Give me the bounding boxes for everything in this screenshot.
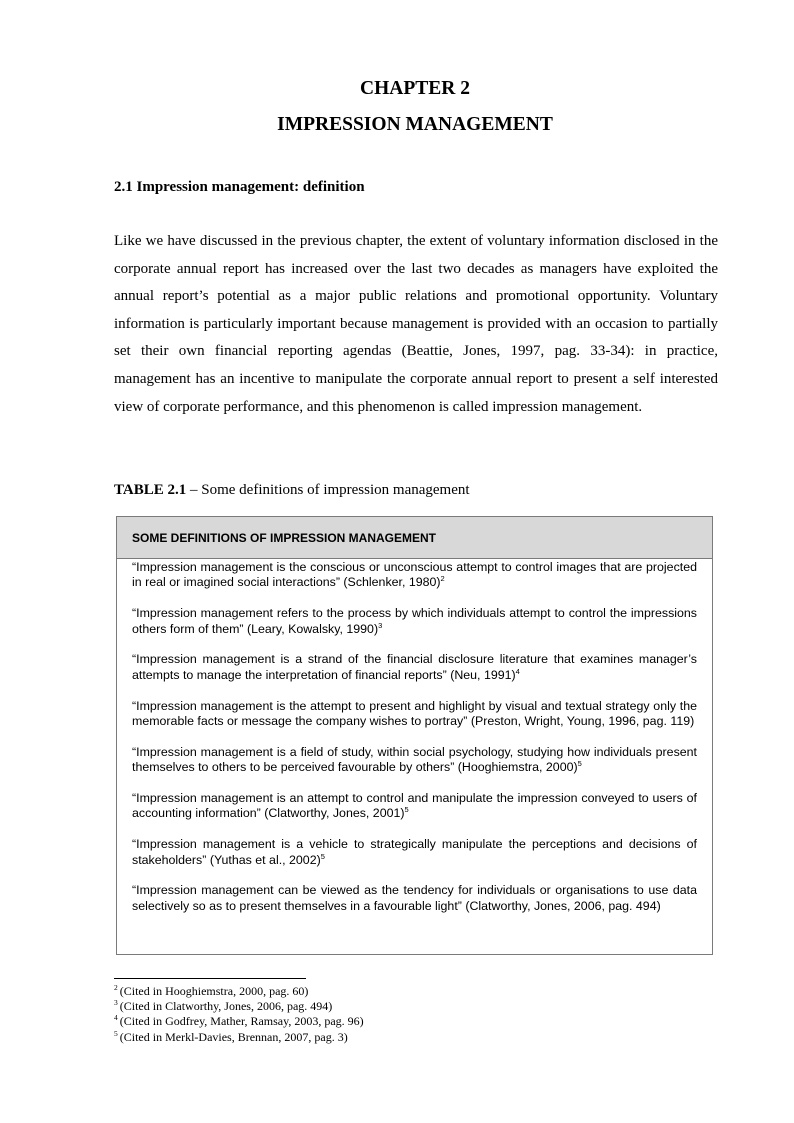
- footnote-number: 3: [114, 998, 118, 1008]
- footnotes: [114, 984, 364, 1045]
- footnote-text: (Cited in Godfrey, Mather, Ramsay, 2003, pag. 96): [119, 1014, 364, 1029]
- definition-text: “Impression management is a strand of the financial disclosure literature that examines manager’s attempts to manage the interpretation of financial reports” (Neu, 1991): [132, 652, 697, 682]
- footnote-divider: [114, 978, 306, 979]
- definition-text: “Impression management is a vehicle to strategically manipulate the perceptions and decisions of stakeholders” (Yuthas et al., 2002): [132, 837, 697, 867]
- footnote-ref: 5: [577, 759, 582, 769]
- table-caption: [114, 480, 470, 500]
- definition-item: [132, 791, 697, 822]
- footnote: [114, 984, 364, 999]
- definition-text: “Impression management refers to the process by which individuals attempt to control the impressions others form of them” (Leary, Kowalsky, 1990): [132, 606, 697, 636]
- footnote-ref: 3: [378, 620, 383, 630]
- footnote: [114, 1030, 364, 1045]
- footnote: [114, 999, 364, 1014]
- chapter-title: IMPRESSION MANAGEMENT: [277, 114, 553, 135]
- definition-item: [132, 837, 697, 868]
- section-heading: 2.1 Impression management: definition: [114, 179, 365, 195]
- footnote-ref: 5: [320, 851, 325, 861]
- footnote-number: 4: [114, 1013, 118, 1023]
- chapter-number: CHAPTER 2: [360, 78, 470, 99]
- footnote-ref: 5: [404, 805, 409, 815]
- table-caption-text: – Some definitions of impression management: [186, 482, 470, 498]
- definition-text: “Impression management is an attempt to control and manipulate the impression conveyed to users of accounting information” (Clatworthy, Jones, 2001): [132, 791, 697, 821]
- footnote: [114, 1014, 364, 1029]
- definition-item: [132, 745, 697, 776]
- body-paragraph: Like we have discussed in the previous chapter, the extent of voluntary information disclosed in the corporate annual report has increased over the last two decades as managers have exploited the annual report’s potential as a major public relations and promotional opportunity. Voluntary information is particularly important because management is provided with an occasion to partially set their own financial reporting agendas (Beattie, Jones, 1997, pag. 33-34): in practice, management has an incentive to manipulate the corporate annual report to present a self interested view of corporate performance, and this phenomenon is called impression management.: [114, 233, 718, 415]
- footnote-text: (Cited in Clatworthy, Jones, 2006, pag. 494): [119, 999, 333, 1014]
- definition-text: “Impression management is a field of study, within social psychology, studying how individuals present themselves to others to be perceived favourable by others” (Hooghiemstra, 2000): [132, 744, 697, 775]
- footnote-ref: 4: [515, 666, 520, 676]
- definition-item: [132, 699, 697, 730]
- table-header: SOME DEFINITIONS OF IMPRESSION MANAGEMENT: [117, 517, 712, 559]
- footnote-number: 5: [114, 1028, 118, 1038]
- footnote-ref: 2: [440, 574, 445, 584]
- definitions-list: [117, 559, 712, 914]
- footnote-number: 2: [114, 983, 118, 992]
- definition-item: [132, 652, 697, 683]
- footnote-text: (Cited in Merkl-Davies, Brennan, 2007, pag. 3): [119, 1029, 348, 1044]
- definition-item: [132, 606, 697, 637]
- definition-text: “Impression management can be viewed as the tendency for individuals or organisations to use data selectively so as to present themselves in a favourable light” (Clatworthy, Jones, 2006, pag. 494): [132, 883, 697, 913]
- definition-text: “Impression management is the conscious or unconscious attempt to control images that are projected in real or imagined social interactions” (Schlenker, 1980): [132, 560, 697, 590]
- definition-item: [132, 883, 697, 914]
- table-caption-label: TABLE 2.1: [114, 482, 187, 498]
- footnote-text: (Cited in Hooghiemstra, 2000, pag. 60): [119, 984, 309, 998]
- definition-text: “Impression management is the attempt to present and highlight by visual and textual strategy only the memorable facts or message the company wishes to portray” (Preston, Wright, Young, 1996, pag. 119): [132, 698, 697, 729]
- definition-item: [132, 560, 697, 591]
- definitions-table: [116, 516, 713, 955]
